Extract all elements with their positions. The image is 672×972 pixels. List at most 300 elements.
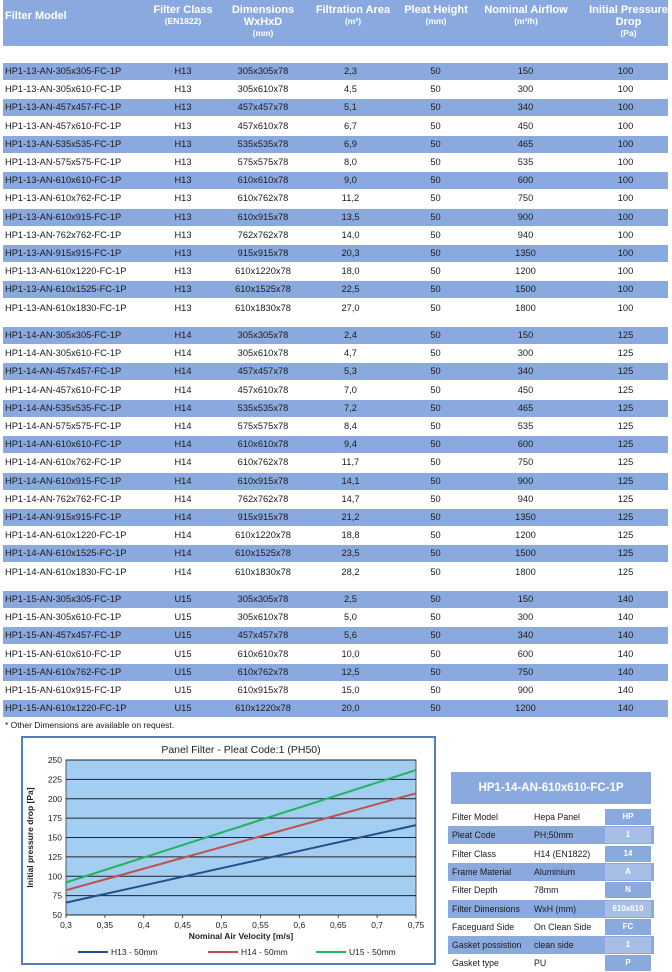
x-tick-label: 0,45 [174, 920, 191, 930]
cell-filtration-area: 12,5 [341, 666, 360, 677]
table-row [3, 300, 668, 317]
cell-nominal-airflow: 535 [517, 421, 534, 431]
cell-pleat-height: 50 [430, 548, 441, 559]
cell-pleat-height: 50 [430, 594, 441, 604]
table-row [3, 263, 668, 280]
cell-initial-pressure-drop: 125 [617, 566, 634, 577]
cell-pleat-height: 50 [430, 475, 441, 486]
cell-initial-pressure-drop: 100 [617, 302, 634, 313]
cell-nominal-airflow: 940 [517, 493, 534, 504]
cell-pleat-height: 50 [430, 384, 441, 395]
cell-filtration-area: 20,3 [341, 248, 360, 258]
table-row [3, 136, 668, 153]
cell-pleat-height: 50 [430, 248, 441, 258]
cell-filter-class: H13 [174, 193, 192, 204]
cell-filter-model: HP1-14-AN-610x915-FC-1P [5, 475, 122, 486]
table-row [3, 454, 668, 471]
cell-pleat-height: 50 [430, 530, 441, 541]
cell-filtration-area: 11,2 [341, 193, 360, 204]
cell-dimensions: 457x610x78 [237, 120, 289, 131]
cell-initial-pressure-drop: 125 [617, 384, 634, 395]
cell-initial-pressure-drop: 125 [617, 457, 634, 468]
cell-dimensions: 305x305x78 [237, 330, 289, 340]
cell-filter-model: HP1-14-AN-535x535-FC-1P [5, 402, 122, 413]
cell-filter-class: H14 [174, 512, 192, 522]
spec-label: Filter Depth [452, 885, 498, 896]
spec-label: Pleat Code [452, 830, 496, 841]
cell-nominal-airflow: 300 [517, 84, 534, 95]
cell-dimensions: 610x1220x78 [235, 266, 291, 277]
table-row [3, 627, 668, 644]
cell-initial-pressure-drop: 125 [617, 348, 634, 359]
cell-pleat-height: 50 [430, 302, 441, 313]
cell-dimensions: 457x610x78 [237, 384, 289, 395]
spec-label: Faceguard Side [452, 921, 515, 932]
y-tick-label: 200 [47, 793, 62, 804]
header-dimensions: Dimensions WxHxD (mm) [231, 4, 295, 38]
cell-initial-pressure-drop: 125 [617, 421, 634, 431]
cell-dimensions: 610x1220x78 [235, 703, 291, 714]
spec-label: Filter Class [452, 848, 496, 859]
cell-filter-class: H14 [174, 566, 192, 577]
cell-dimensions: 610x1830x78 [235, 566, 291, 577]
cell-filter-class: H14 [174, 348, 192, 359]
cell-filtration-area: 20,0 [341, 703, 360, 714]
cell-nominal-airflow: 750 [517, 193, 534, 204]
spec-label: Filter Model [452, 812, 498, 822]
cell-nominal-airflow: 1800 [515, 566, 536, 577]
table-row [3, 545, 668, 562]
cell-initial-pressure-drop: 140 [617, 685, 634, 695]
cell-filtration-area: 27,0 [341, 302, 360, 313]
cell-filter-model: HP1-14-AN-610x610-FC-1P [5, 439, 122, 450]
header-pleat-height: Pleat Height (mm) [404, 4, 468, 26]
cell-nominal-airflow: 300 [517, 612, 534, 623]
spec-row [448, 918, 654, 936]
cell-filter-class: H13 [174, 266, 192, 277]
spec-value: Hepa Panel [534, 812, 580, 822]
cell-nominal-airflow: 600 [517, 439, 534, 450]
cell-pleat-height: 50 [430, 648, 441, 659]
table-row [3, 400, 668, 417]
cell-dimensions: 535x535x78 [237, 402, 289, 413]
cell-nominal-airflow: 1350 [515, 248, 536, 258]
table-row [3, 227, 668, 244]
cell-filter-model: HP1-13-AN-535x535-FC-1P [5, 138, 122, 149]
cell-filtration-area: 7,2 [344, 402, 357, 413]
cell-filtration-area: 22,5 [341, 284, 360, 295]
spec-code: HP [622, 812, 634, 821]
spec-code: A [625, 866, 631, 876]
cell-filter-class: H14 [174, 530, 192, 541]
table-row [3, 281, 668, 298]
cell-filter-class: H14 [174, 402, 192, 413]
cell-pleat-height: 50 [430, 138, 441, 149]
cell-filter-class: H13 [174, 284, 192, 295]
table-row [3, 418, 668, 435]
table-row [3, 382, 668, 399]
cell-filter-class: U15 [174, 685, 192, 695]
cell-nominal-airflow: 150 [517, 594, 534, 604]
cell-filter-model: HP1-14-AN-610x1220-FC-1P [5, 530, 127, 541]
x-tick-label: 0,7 [371, 920, 384, 930]
cell-initial-pressure-drop: 100 [617, 102, 634, 113]
cell-dimensions: 610x1525x78 [235, 284, 291, 295]
cell-pleat-height: 50 [430, 120, 441, 131]
spec-row [448, 845, 654, 863]
cell-filter-model: HP1-13-AN-305x305-FC-1P [5, 66, 122, 76]
spec-value: WxH (mm) [534, 903, 577, 914]
cell-filtration-area: 2,5 [344, 594, 357, 604]
table-row [3, 609, 668, 626]
cell-dimensions: 305x305x78 [237, 594, 289, 604]
cell-pleat-height: 50 [430, 566, 441, 577]
cell-filter-model: HP1-13-AN-457x457-FC-1P [5, 102, 122, 113]
cell-nominal-airflow: 465 [517, 402, 534, 413]
cell-filtration-area: 18,0 [341, 266, 360, 277]
cell-nominal-airflow: 900 [517, 475, 534, 486]
table-row [3, 436, 668, 453]
cell-pleat-height: 50 [430, 457, 441, 468]
cell-filtration-area: 2,4 [344, 330, 357, 340]
cell-filter-model: HP1-14-AN-575x575-FC-1P [5, 421, 122, 431]
cell-pleat-height: 50 [430, 439, 441, 450]
cell-pleat-height: 50 [430, 102, 441, 113]
cell-nominal-airflow: 940 [517, 229, 534, 240]
cell-dimensions: 575x575x78 [237, 157, 289, 167]
cell-nominal-airflow: 600 [517, 175, 534, 186]
legend-label-2: U15 - 50mm [349, 947, 396, 957]
cell-pleat-height: 50 [430, 703, 441, 714]
table-row [3, 154, 668, 171]
cell-pleat-height: 50 [430, 193, 441, 204]
cell-filtration-area: 23,5 [341, 548, 360, 559]
cell-nominal-airflow: 450 [517, 120, 534, 131]
cell-dimensions: 762x762x78 [237, 493, 289, 504]
cell-filtration-area: 6,7 [344, 120, 357, 131]
cell-nominal-airflow: 150 [517, 66, 534, 76]
cell-dimensions: 305x305x78 [237, 66, 289, 76]
spec-label: Filter Dimensions [452, 903, 520, 914]
cell-initial-pressure-drop: 100 [617, 284, 634, 295]
cell-filter-class: U15 [174, 648, 192, 659]
footnote: * Other Dimensions are available on request. [5, 720, 175, 730]
cell-filter-model: HP1-15-AN-610x610-FC-1P [5, 648, 122, 659]
cell-filter-model: HP1-14-AN-610x762-FC-1P [5, 457, 122, 468]
cell-filtration-area: 28,2 [341, 566, 360, 577]
cell-filter-class: H14 [174, 366, 192, 377]
cell-initial-pressure-drop: 100 [617, 157, 634, 167]
y-tick-label: 75 [52, 890, 62, 901]
cell-filter-class: H14 [174, 548, 192, 559]
header-initial-pressure-drop: Initial Pressure Drop (Pa) [589, 4, 668, 38]
cell-filter-model: HP1-13-AN-762x762-FC-1P [5, 229, 122, 240]
cell-dimensions: 610x610x78 [237, 648, 289, 659]
table-header [3, 0, 668, 46]
cell-filter-model: HP1-15-AN-457x457-FC-1P [5, 630, 122, 641]
table-row [3, 664, 668, 681]
cell-nominal-airflow: 900 [517, 211, 534, 222]
cell-nominal-airflow: 900 [517, 685, 534, 695]
table-row [3, 118, 668, 135]
cell-filter-model: HP1-13-AN-610x762-FC-1P [5, 193, 122, 204]
header-filter-class: Filter Class (EN1822) [153, 4, 213, 26]
y-tick-label: 250 [47, 755, 62, 765]
cell-filter-class: U15 [174, 594, 192, 604]
y-tick-label: 175 [47, 813, 62, 824]
spec-code: 1 [625, 940, 631, 950]
cell-filter-class: H13 [174, 229, 192, 240]
cell-filtration-area: 15,0 [341, 685, 360, 695]
cell-nominal-airflow: 600 [517, 648, 534, 659]
cell-pleat-height: 50 [430, 175, 441, 186]
spec-label: Frame Material [452, 866, 512, 877]
cell-initial-pressure-drop: 100 [617, 175, 634, 186]
spec-row [448, 808, 654, 826]
cell-filter-class: H14 [174, 475, 192, 486]
cell-initial-pressure-drop: 125 [617, 330, 634, 340]
table-row [3, 172, 668, 189]
cell-filter-model: HP1-13-AN-915x915-FC-1P [5, 248, 122, 258]
cell-nominal-airflow: 340 [517, 630, 534, 641]
cell-filter-model: HP1-13-AN-575x575-FC-1P [5, 157, 122, 167]
cell-filter-class: H13 [174, 175, 192, 186]
x-tick-label: 0,35 [96, 920, 114, 930]
spec-row [448, 954, 654, 972]
cell-filtration-area: 4,7 [344, 348, 357, 359]
cell-initial-pressure-drop: 100 [617, 120, 634, 131]
spec-code: P [625, 958, 631, 968]
cell-filter-model: HP1-15-AN-305x610-FC-1P [5, 612, 122, 623]
cell-nominal-airflow: 1200 [515, 266, 536, 277]
x-tick-label: 0,6 [293, 920, 306, 930]
table-row [3, 81, 668, 98]
cell-nominal-airflow: 450 [517, 384, 534, 395]
cell-filtration-area: 5,3 [344, 366, 357, 377]
cell-initial-pressure-drop: 100 [617, 248, 634, 258]
cell-initial-pressure-drop: 140 [617, 703, 634, 714]
spec-value: H14 (EN1822) [534, 848, 591, 859]
x-axis-label: Nominal Air Velocity [m/s] [188, 931, 294, 941]
cell-nominal-airflow: 150 [517, 330, 534, 340]
y-tick-label: 50 [52, 910, 62, 920]
spec-row [448, 936, 654, 954]
table-row [3, 646, 668, 663]
table-row [3, 245, 668, 262]
table-row [3, 63, 668, 80]
spec-value: PU [534, 958, 547, 969]
x-tick-label: 0,3 [60, 920, 72, 930]
cell-filter-class: H13 [174, 211, 192, 222]
cell-nominal-airflow: 1350 [515, 512, 536, 522]
cell-pleat-height: 50 [430, 612, 441, 623]
cell-nominal-airflow: 465 [517, 138, 534, 149]
cell-initial-pressure-drop: 140 [617, 648, 634, 659]
cell-initial-pressure-drop: 125 [617, 366, 634, 377]
cell-nominal-airflow: 1800 [515, 302, 536, 313]
cell-dimensions: 610x1525x78 [235, 548, 291, 559]
table-row [3, 345, 668, 362]
cell-dimensions: 610x915x78 [237, 685, 289, 695]
cell-filtration-area: 4,5 [344, 84, 357, 95]
cell-filter-model: HP1-13-AN-610x1830-FC-1P [5, 302, 127, 313]
pressure-drop-chart [21, 736, 436, 965]
spec-value: Aluminium [534, 866, 576, 877]
cell-filter-model: HP1-15-AN-610x1220-FC-1P [5, 703, 127, 714]
cell-filtration-area: 14,1 [341, 475, 360, 486]
table-row [3, 363, 668, 380]
cell-dimensions: 610x762x78 [237, 457, 289, 468]
x-tick-label: 0,75 [407, 920, 425, 930]
cell-pleat-height: 50 [430, 84, 441, 95]
cell-pleat-height: 50 [430, 685, 441, 695]
cell-filtration-area: 11,7 [341, 457, 360, 468]
cell-pleat-height: 50 [430, 421, 441, 431]
cell-filter-model: HP1-14-AN-915x915-FC-1P [5, 512, 122, 522]
cell-pleat-height: 50 [430, 366, 441, 377]
cell-filtration-area: 8,4 [344, 421, 357, 431]
cell-pleat-height: 50 [430, 512, 441, 522]
x-tick-label: 0,65 [329, 920, 347, 930]
cell-initial-pressure-drop: 140 [617, 594, 634, 604]
cell-pleat-height: 50 [430, 493, 441, 504]
cell-filter-model: HP1-15-AN-610x762-FC-1P [5, 666, 122, 677]
cell-dimensions: 457x457x78 [237, 366, 289, 377]
cell-filter-class: H14 [174, 439, 192, 450]
chart-title: Panel Filter - Pleat Code:1 (PH50) [161, 744, 321, 756]
cell-filter-class: U15 [174, 612, 192, 623]
cell-pleat-height: 50 [430, 229, 441, 240]
cell-initial-pressure-drop: 125 [617, 402, 634, 413]
spec-row [448, 900, 654, 918]
table-row [3, 209, 668, 226]
cell-filter-class: H14 [174, 493, 192, 504]
cell-dimensions: 915x915x78 [237, 248, 289, 258]
cell-dimensions: 535x535x78 [237, 138, 289, 149]
cell-filter-class: H14 [174, 330, 192, 340]
cell-initial-pressure-drop: 125 [617, 475, 634, 486]
cell-dimensions: 305x610x78 [237, 348, 289, 359]
table-row [3, 509, 668, 526]
spec-code: 14 [623, 848, 633, 858]
table-row [3, 564, 668, 581]
spec-title: HP1-14-AN-610x610-FC-1P [451, 772, 651, 804]
cell-filter-class: H13 [174, 302, 192, 313]
cell-filter-model: HP1-14-AN-305x610-FC-1P [5, 348, 122, 359]
cell-filter-class: H13 [174, 84, 192, 95]
cell-initial-pressure-drop: 125 [617, 548, 634, 559]
cell-filtration-area: 14,7 [341, 493, 360, 504]
cell-filter-model: HP1-15-AN-610x915-FC-1P [5, 685, 122, 695]
header-filtration-area: Filtration Area (m²) [315, 4, 391, 26]
cell-nominal-airflow: 1500 [515, 548, 536, 559]
cell-dimensions: 610x1830x78 [235, 302, 291, 313]
spec-row [448, 881, 654, 899]
cell-filtration-area: 10,0 [341, 648, 360, 659]
cell-filter-class: H13 [174, 157, 192, 167]
table-row [3, 700, 668, 717]
cell-filter-class: H13 [174, 248, 192, 258]
cell-initial-pressure-drop: 100 [617, 193, 634, 204]
header-filter-model: Filter Model [5, 10, 67, 22]
cell-filter-model: HP1-15-AN-305x305-FC-1P [5, 594, 122, 604]
cell-pleat-height: 50 [430, 266, 441, 277]
cell-filtration-area: 5,0 [344, 612, 357, 623]
cell-filtration-area: 13,5 [341, 211, 360, 222]
cell-pleat-height: 50 [430, 66, 441, 76]
cell-filter-model: HP1-14-AN-762x762-FC-1P [5, 493, 122, 504]
table-row [3, 99, 668, 116]
cell-dimensions: 915x915x78 [237, 512, 289, 522]
cell-filtration-area: 5,1 [344, 102, 357, 113]
cell-dimensions: 610x915x78 [237, 475, 289, 486]
cell-filter-model: HP1-13-AN-610x1220-FC-1P [5, 266, 127, 277]
cell-initial-pressure-drop: 125 [617, 439, 634, 450]
chart-svg [23, 738, 434, 963]
cell-filtration-area: 5,6 [344, 630, 357, 641]
table-row [3, 527, 668, 544]
spec-code: FC [622, 921, 634, 931]
cell-initial-pressure-drop: 100 [617, 229, 634, 240]
cell-dimensions: 610x1220x78 [235, 530, 291, 541]
cell-filtration-area: 18,8 [341, 530, 360, 541]
cell-pleat-height: 50 [430, 330, 441, 340]
cell-filter-model: HP1-13-AN-610x610-FC-1P [5, 175, 122, 186]
cell-dimensions: 305x610x78 [237, 84, 289, 95]
cell-initial-pressure-drop: 100 [617, 66, 634, 76]
cell-nominal-airflow: 535 [517, 157, 534, 167]
x-tick-label: 0,55 [252, 920, 269, 930]
cell-initial-pressure-drop: 100 [617, 138, 634, 149]
x-tick-label: 0,4 [137, 920, 150, 930]
cell-filter-class: H14 [174, 384, 192, 395]
cell-pleat-height: 50 [430, 211, 441, 222]
cell-initial-pressure-drop: 140 [617, 630, 634, 641]
cell-filter-class: U15 [174, 666, 192, 677]
cell-nominal-airflow: 750 [517, 457, 534, 468]
cell-nominal-airflow: 1200 [515, 703, 536, 714]
y-tick-label: 100 [47, 871, 62, 882]
legend-label-1: H14 - 50mm [241, 947, 288, 957]
spec-code: N [625, 885, 631, 895]
spec-label: Gasket possistion [452, 940, 522, 951]
cell-dimensions: 457x457x78 [237, 630, 289, 641]
cell-dimensions: 457x457x78 [237, 102, 289, 113]
cell-dimensions: 610x762x78 [237, 193, 289, 204]
spec-code: 1 [625, 830, 631, 840]
cell-filter-model: HP1-13-AN-457x610-FC-1P [5, 120, 122, 131]
cell-filtration-area: 21,2 [341, 512, 360, 522]
cell-filtration-area: 8,0 [344, 157, 357, 167]
table-row [3, 682, 668, 699]
spec-label: Gasket type [452, 958, 499, 969]
cell-filter-model: HP1-14-AN-305x305-FC-1P [5, 330, 122, 340]
cell-filtration-area: 6,9 [344, 138, 357, 149]
cell-initial-pressure-drop: 100 [617, 266, 634, 277]
cell-nominal-airflow: 340 [517, 102, 534, 113]
cell-dimensions: 575x575x78 [237, 421, 289, 431]
cell-nominal-airflow: 300 [517, 348, 534, 359]
cell-filter-class: H13 [174, 66, 192, 76]
table-row [3, 327, 668, 344]
cell-pleat-height: 50 [430, 630, 441, 641]
y-tick-label: 150 [47, 832, 62, 843]
cell-filtration-area: 9,4 [344, 439, 357, 450]
spec-value: On Clean Side [534, 921, 592, 932]
cell-filter-class: H13 [174, 102, 192, 113]
cell-filter-class: U15 [174, 630, 192, 641]
cell-dimensions: 762x762x78 [237, 229, 289, 240]
